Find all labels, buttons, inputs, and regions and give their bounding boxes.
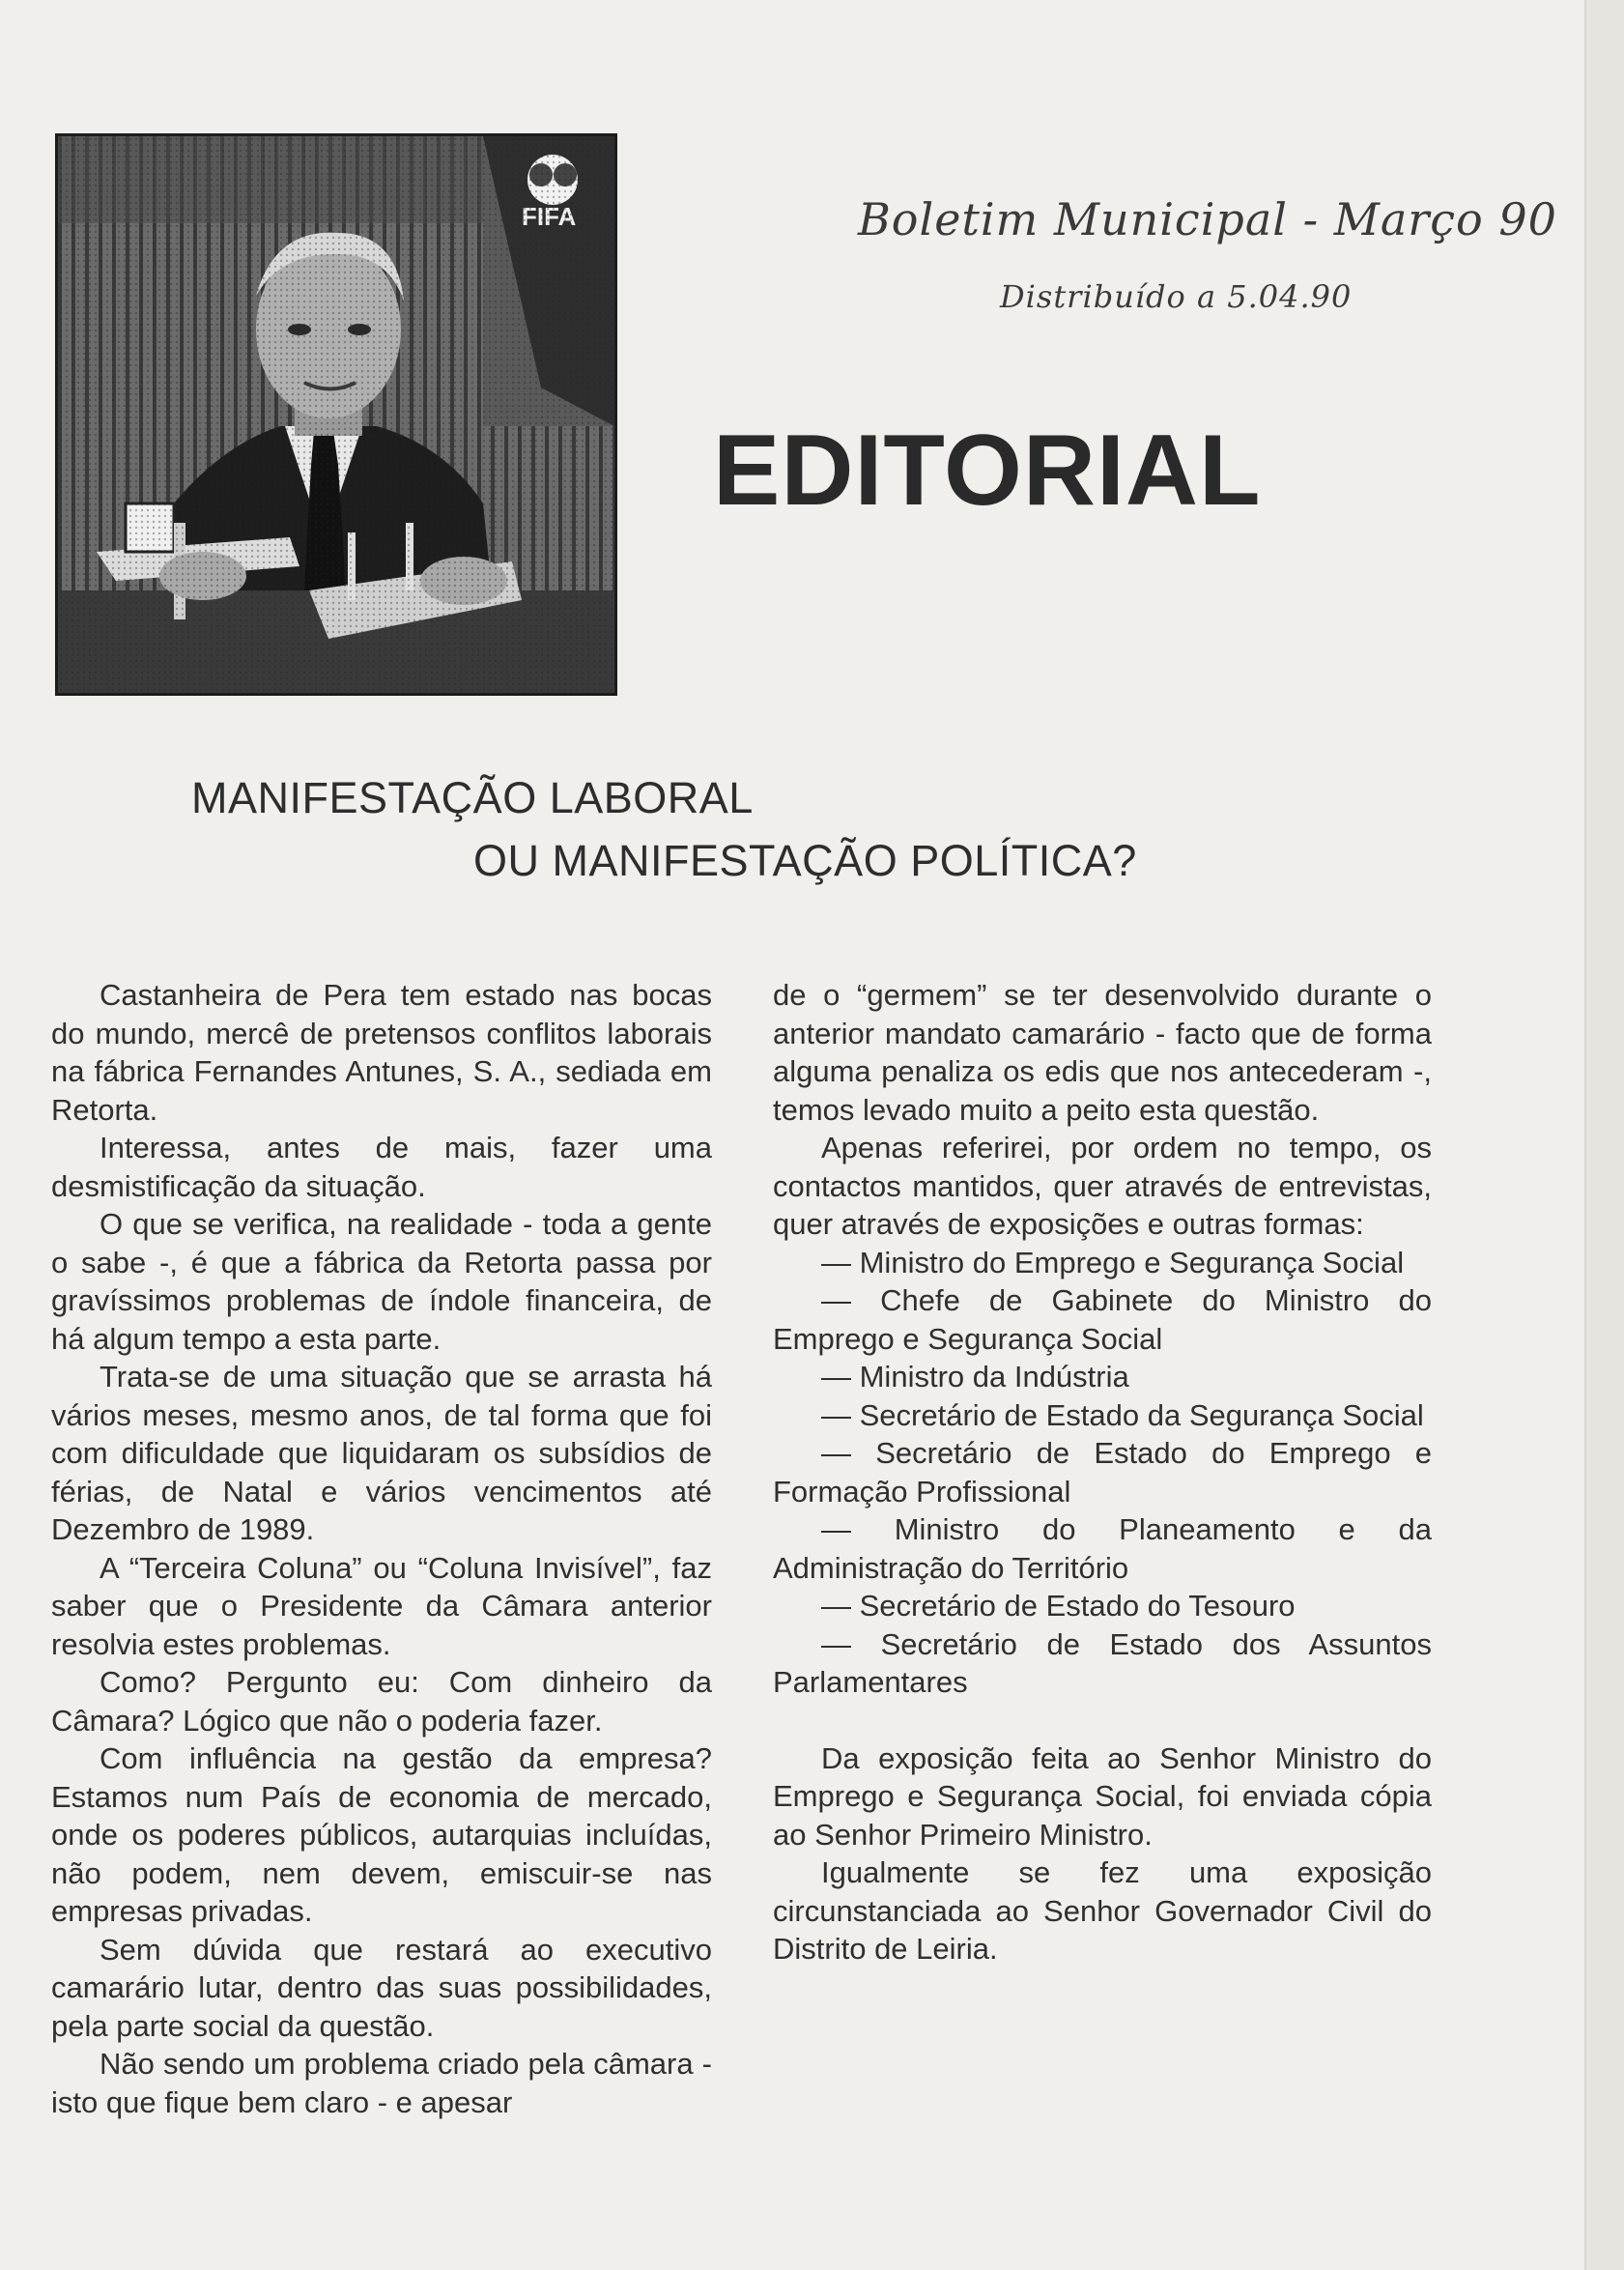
list-item: — Secretário de Estado do Emprego e Formação Profissional	[773, 1436, 1432, 1509]
paragraph: Interessa, antes de mais, fazer uma desmistificação da situação.	[51, 1131, 712, 1203]
list-item: — Secretário de Estado dos Assuntos Parlamentares	[773, 1626, 1432, 1699]
list-item: — Ministro do Emprego e Segurança Social	[821, 1245, 1405, 1279]
list-item: — Secretário de Estado da Segurança Social	[821, 1397, 1424, 1432]
paragraph: O que se verifica, na realidade - toda a gente o sabe -, é que a fábrica da Retorta passa por gravíssimos problemas de índole financeira, de há algum tempo a esta parte.	[51, 1207, 712, 1356]
paragraph: Trata-se de uma situação que se arrasta há vários meses, mesmo anos, de tal forma que foi com dificuldade que liquidaram os subsídios de férias, de Natal e vários vencimentos até Dezembro de 1989.	[51, 1360, 712, 1546]
list-item: — Secretário de Estado do Tesouro	[821, 1589, 1296, 1623]
paragraph: Não sendo um problema criado pela câmara - isto que fique bem claro - e apesar	[51, 2047, 712, 2119]
handwritten-note-line1: Boletim Municipal - Março 90	[858, 193, 1557, 245]
paragraph: A “Terceira Coluna” ou “Coluna Invisível”, faz saber que o Presidente da Câmara anterior resolvia estes problemas.	[51, 1550, 712, 1661]
spacer	[773, 1702, 1432, 1739]
paragraph: Como? Pergunto eu: Com dinheiro da Câmara? Lógico que não o poderia fazer.	[51, 1665, 712, 1738]
paragraph: Sem dúvida que restará ao executivo camarário lutar, dentro das suas possibilidades, pela parte social da questão.	[51, 1932, 712, 2043]
headline-line1: MANIFESTAÇÃO LABORAL	[191, 773, 754, 822]
contacts-list	[773, 1244, 1432, 1702]
handwritten-note-line2: Distribuído a 5.04.90	[1000, 278, 1353, 315]
paragraph: Igualmente se fez uma exposição circunstanciada ao Senhor Governador Civil do Distrito de Leiria.	[773, 1855, 1432, 1966]
paragraph: Da exposição feita ao Senhor Ministro do Emprego e Segurança Social, foi enviada cópia ao Senhor Primeiro Ministro.	[773, 1740, 1432, 1852]
section-title: EDITORIAL	[713, 415, 1262, 527]
left-column	[51, 976, 712, 2121]
portrait-photo	[55, 133, 617, 696]
list-item: — Ministro da Indústria	[821, 1360, 1129, 1394]
paragraph-continuation: de o “germem” se ter desenvolvido durante o anterior mandato camarário - facto que de forma alguma penaliza os edis que nos antecederam -, temos levado muito a peito esta questão.	[773, 978, 1432, 1127]
right-column	[773, 976, 1432, 1968]
contacts-intro: Apenas referirei, por ordem no tempo, os contactos mantidos, quer através de entrevistas, quer através de exposições e outras formas:	[773, 1131, 1432, 1241]
paragraph: Com influência na gestão da empresa? Estamos num País de economia de mercado, onde os poderes públicos, autarquias incluídas, não podem, nem devem, emiscuir-se nas empresas privadas.	[51, 1741, 712, 1928]
paragraph: Castanheira de Pera tem estado nas bocas do mundo, mercê de pretensos conflitos laborais na fábrica Fernandes Antunes, S. A., sediada em Retorta.	[51, 978, 712, 1127]
headline-line2: OU MANIFESTAÇÃO POLÍTICA?	[473, 836, 1137, 885]
list-item: — Ministro do Planeamento e da Administração do Território	[773, 1512, 1432, 1585]
list-item: — Chefe de Gabinete do Ministro do Emprego e Segurança Social	[773, 1283, 1432, 1356]
